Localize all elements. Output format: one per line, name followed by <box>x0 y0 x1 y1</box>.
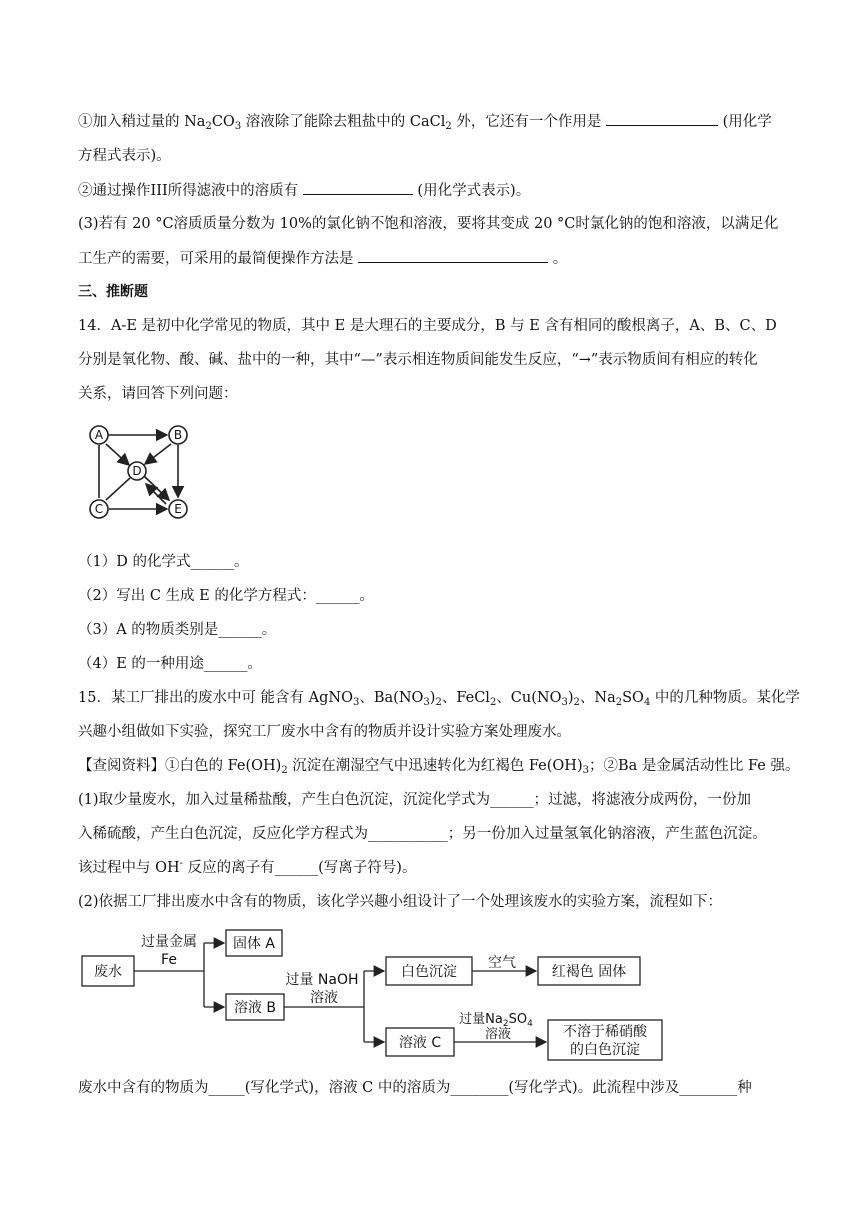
label-excess-metal: 过量金属 <box>141 934 197 950</box>
text-line-1: ①加入稍过量的 $Na_2CO_3$ 溶液除了能除去粗盐中的 CaCl$_2$ 外，它还有一个作用是 (用化学 <box>78 111 772 132</box>
node-d-label: D <box>132 464 142 478</box>
section-heading: 三、推断题 <box>78 284 148 300</box>
text-line-3: ②通过操作III所得滤液中的溶质有 (用化学式表示)。 <box>78 180 530 201</box>
q15-line-7: (2)依据工厂排出废水中含有的物质，该化学兴趣小组设计了一个处理该废水的实验方案，流程如下： <box>78 894 723 910</box>
q15-line-4: (1)取少量废水，加入过量稀盐酸，产生白色沉淀，沉淀化学式为______；过滤，将滤液分成两份，一份加 <box>78 792 752 808</box>
q15-line-8: 废水中含有的物质为_____(写化学式)，溶液 C 中的溶质为________(写化学式)。此流程中涉及________种 <box>78 1080 752 1096</box>
process-flowchart <box>78 924 678 1064</box>
label-naoh-solution: 溶液 <box>310 990 338 1006</box>
label-waste: 废水 <box>94 964 122 980</box>
q15-line-2: 兴趣小组做如下实验，探究工厂废水中含有的物质并设计实验方案处理废水。 <box>78 724 571 740</box>
answer-blank[interactable] <box>358 248 548 263</box>
label-solution-c: 溶液 C <box>398 1035 442 1051</box>
node-a-label: A <box>94 428 104 442</box>
q15-line-5: 入稀硫酸，产生白色沉淀，反应化学方程式为___________；另一份加入过量氢氧化钠溶液，产生蓝色沉淀。 <box>78 826 767 842</box>
q15-line-6: 该过程中与 OH- 反应的离子有______(写离子符号)。 <box>78 858 417 876</box>
label-insoluble-1: 不溶于稀硝酸 <box>563 1024 647 1040</box>
q15-line-1: 15．某工厂排出的废水中可 能含有 AgNO$_3$、$Ba(NO_3)_2$、FeCl$_2$、$Cu(NO_3)_2$、$Na_2SO_4$ 中的几种物质。某化学 <box>78 690 800 708</box>
q14-line-1: 14．A-E 是初中化学常见的物质，其中 E 是大理石的主要成分，B 与 E 含有相同的酸根离子，A、B、C、D <box>78 318 777 334</box>
text-line-2: 方程式表示)。 <box>78 148 171 164</box>
relation-diagram <box>82 420 202 524</box>
node-b-label: B <box>173 428 183 442</box>
q14-subquestion-1: （1）D 的化学式______。 <box>78 554 249 570</box>
q14-line-2: 分别是氧化物、酸、碱、盐中的一种，其中“—”表示相连物质间能发生反应，“→”表示物质间有相应的转化 <box>78 352 758 368</box>
q14-subquestion-2: （2）写出 C 生成 E 的化学方程式：______。 <box>78 588 374 604</box>
node-c-label: C <box>94 502 104 516</box>
answer-blank[interactable] <box>303 180 413 195</box>
q14-line-3: 关系，请回答下列问题： <box>78 386 238 402</box>
label-solution-b: 溶液 B <box>233 1000 277 1016</box>
label-red-brown-solid: 红褐色 固体 <box>551 964 627 980</box>
answer-blank[interactable] <box>606 111 718 126</box>
node-e-label: E <box>174 502 182 516</box>
label-excess-na2so4: 过量$Na_2SO_4$ <box>459 1012 533 1029</box>
label-white-precipitate: 白色沉淀 <box>401 964 457 980</box>
label-na2so4-solution: 溶液 <box>484 1027 512 1042</box>
text-line-4: (3)若有 20 °C溶质质量分数为 10%的氯化钠不饱和溶液，要将其变成 20 °C时氯化钠的饱和溶液，以满足化 <box>78 216 779 232</box>
text-line-5: 工生产的需要，可采用的最简便操作方法是 。 <box>78 248 567 269</box>
q15-line-3: 【查阅资料】①白色的 $Fe(OH)_2$ 沉淀在潮湿空气中迅速转化为红褐色 $Fe(OH)_3$；②Ba 是金属活动性比 Fe 强。 <box>78 758 800 776</box>
label-air: 空气 <box>488 955 516 971</box>
label-solid-a: 固体 A <box>232 936 276 952</box>
q14-subquestion-4: （4）E 的一种用途______。 <box>78 656 262 672</box>
label-fe: Fe <box>161 952 177 968</box>
label-insoluble-2: 的白色沉淀 <box>570 1042 640 1058</box>
q14-subquestion-3: （3）A 的物质类别是______。 <box>78 622 277 638</box>
label-excess-naoh: 过量 NaOH <box>285 972 359 988</box>
